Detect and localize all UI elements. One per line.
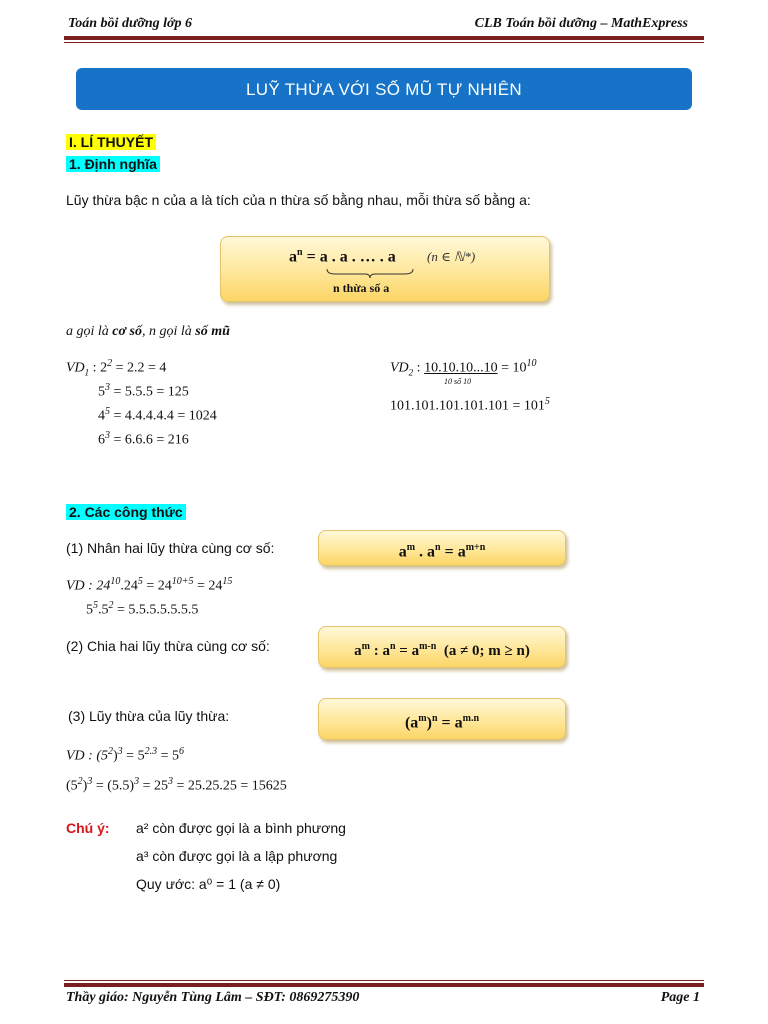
page-number: Page 1 <box>660 990 700 1005</box>
example-colon: : <box>89 360 101 376</box>
example-exp: 10+5 <box>171 576 194 587</box>
example-text: VD : (5 <box>66 748 108 764</box>
example-text: = 25.25.25 = 15625 <box>172 778 287 794</box>
note-line: a² còn được gọi là a bình phương <box>136 820 346 836</box>
example-lead: VD <box>390 360 409 376</box>
example-base: 5 <box>98 384 105 400</box>
example-base: 2 <box>100 360 108 376</box>
example-line <box>98 382 189 401</box>
example-text: = 5.5.5.5.5.5.5 <box>113 602 199 618</box>
example-exp: 3 <box>167 776 173 787</box>
subsection-title-2: 2. Các công thức <box>66 504 186 520</box>
example-exp: 3 <box>105 382 110 393</box>
example-text: .5 <box>98 602 109 618</box>
example-lead-sub: 2 <box>408 367 414 378</box>
example-text: = 24 <box>142 578 172 594</box>
example-text: ) <box>82 778 88 794</box>
example-text: 101.101.101.101.101 = 101 <box>390 398 545 414</box>
example-colon: : <box>413 360 425 376</box>
example-line <box>98 430 189 449</box>
rule1-formula-box <box>318 530 566 566</box>
example-exp: 2 <box>107 358 113 369</box>
example-text: VD : 24 <box>66 578 111 594</box>
rule3-formula-box <box>318 698 566 740</box>
header-rule-thin <box>64 42 704 43</box>
example-exp: 3 <box>87 776 93 787</box>
example-text: ) <box>113 748 118 764</box>
rule2-label: (2) Chia hai lũy thừa cùng cơ số: <box>66 638 270 654</box>
example-rest: = 5.5.5 = 125 <box>110 384 189 400</box>
formula-eq: = <box>302 248 320 266</box>
example-exp: 2 <box>108 600 114 611</box>
example-text: 5 <box>86 602 93 618</box>
example-text: (5 <box>66 778 78 794</box>
example-underlabel: 10 số 10 <box>444 377 472 386</box>
section-title: I. LÍ THUYẾT <box>66 134 156 150</box>
naming-exp: số mũ <box>195 324 230 339</box>
example-exp: 2.3 <box>144 746 158 757</box>
rule3-formula: $(a^m)^n = a^{m.n}$ <box>404 713 480 732</box>
subsection-heading-2 <box>66 504 186 522</box>
example-exp: 2 <box>77 776 83 787</box>
naming-part2: , n gọi là <box>141 324 196 339</box>
example-exp: 3 <box>134 776 140 787</box>
footer-left: Thầy giáo: Nguyễn Tùng Lâm – SĐT: 0869275390 <box>66 990 360 1005</box>
example-exp: 2 <box>108 746 113 757</box>
example-text: = 5 <box>122 748 145 764</box>
note-line: Quy ước: a⁰ = 1 (a ≠ 0) <box>136 876 281 892</box>
example-exp: 5 <box>137 576 143 587</box>
header-right: CLB Toán bồi dưỡng – MathExpress <box>474 16 688 31</box>
example-line <box>98 406 217 425</box>
example-eq: = 10 <box>497 360 527 376</box>
footer-rule-thin <box>64 980 704 981</box>
example-exp: 3 <box>105 430 110 441</box>
example-text: = 5 <box>157 748 179 764</box>
definition-text: Lũy thừa bậc n của a là tích của n thừa số bằng nhau, mỗi thừa số bằng a: <box>66 192 531 208</box>
example-exp: 5 <box>93 600 98 611</box>
rule1-formula: $a^m$ . $a^n = a^{m+n}$ <box>398 542 486 561</box>
note-line: a³ còn được gọi là a lập phương <box>136 848 338 864</box>
rule3-example-1 <box>66 746 184 765</box>
formula-lhs: a <box>289 248 297 266</box>
example-line <box>66 358 166 377</box>
example-exp: 5 <box>105 406 110 417</box>
formula-exp: n <box>297 247 303 258</box>
example-text: = 25 <box>139 778 168 794</box>
example-exp: 5 <box>544 396 550 407</box>
rule1-example-2 <box>86 600 198 619</box>
example-lead-sub: 1 <box>84 367 90 378</box>
example-exp: 10 <box>526 358 537 369</box>
header-left: Toán bồi dưỡng lớp 6 <box>68 16 193 31</box>
rule1-example-1 <box>66 576 232 595</box>
underbrace-icon <box>325 267 415 279</box>
naming-base: cơ số <box>112 324 142 339</box>
example-exp: 15 <box>222 576 233 587</box>
example-right-2 <box>390 396 550 415</box>
definition-formula <box>289 247 396 266</box>
rule2-formula-box <box>318 626 566 668</box>
example-product: 10.10.10...10 <box>424 360 498 376</box>
example-base: 4 <box>98 408 105 424</box>
example-base: 6 <box>98 432 105 448</box>
note-label: Chú ý: <box>66 820 110 836</box>
naming-text <box>66 324 230 340</box>
definition-formula-box <box>220 236 550 302</box>
formula-condition: (n ∈ ℕ*) <box>427 249 476 264</box>
page-title: LUỸ THỪA VỚI SỐ MŨ TỰ NHIÊN <box>76 68 692 110</box>
example-text: = (5.5) <box>92 778 135 794</box>
rule2-formula: $a^m$ : $a^n = a^{m-n}$ (a ≠ 0; m ≥ n) <box>354 641 530 659</box>
example-right-1 <box>390 358 536 377</box>
subsection-heading <box>66 156 160 174</box>
example-exp: 3 <box>117 746 123 757</box>
rule3-label: (3) Lũy thừa của lũy thừa: <box>68 708 230 724</box>
example-rest: = 6.6.6 = 216 <box>110 432 189 448</box>
example-lead: VD <box>66 360 85 376</box>
section-heading <box>66 134 156 152</box>
formula-rhs: a . a . … . a <box>319 248 396 266</box>
rule3-example-2 <box>66 776 287 795</box>
rule1-label: (1) Nhân hai lũy thừa cùng cơ số: <box>66 540 275 556</box>
example-rest: = 2.2 = 4 <box>112 360 167 376</box>
naming-part1: a gọi là <box>66 324 113 339</box>
example-exp: 6 <box>178 746 184 757</box>
subsection-title: 1. Định nghĩa <box>66 156 160 172</box>
example-text: .24 <box>120 578 138 594</box>
header-rule <box>64 36 704 40</box>
example-rest: = 4.4.4.4.4 = 1024 <box>110 408 217 424</box>
example-exp: 10 <box>110 576 121 587</box>
footer-rule <box>64 983 704 987</box>
example-text: = 24 <box>193 578 223 594</box>
formula-underlabel: n thừa số a <box>333 281 390 295</box>
